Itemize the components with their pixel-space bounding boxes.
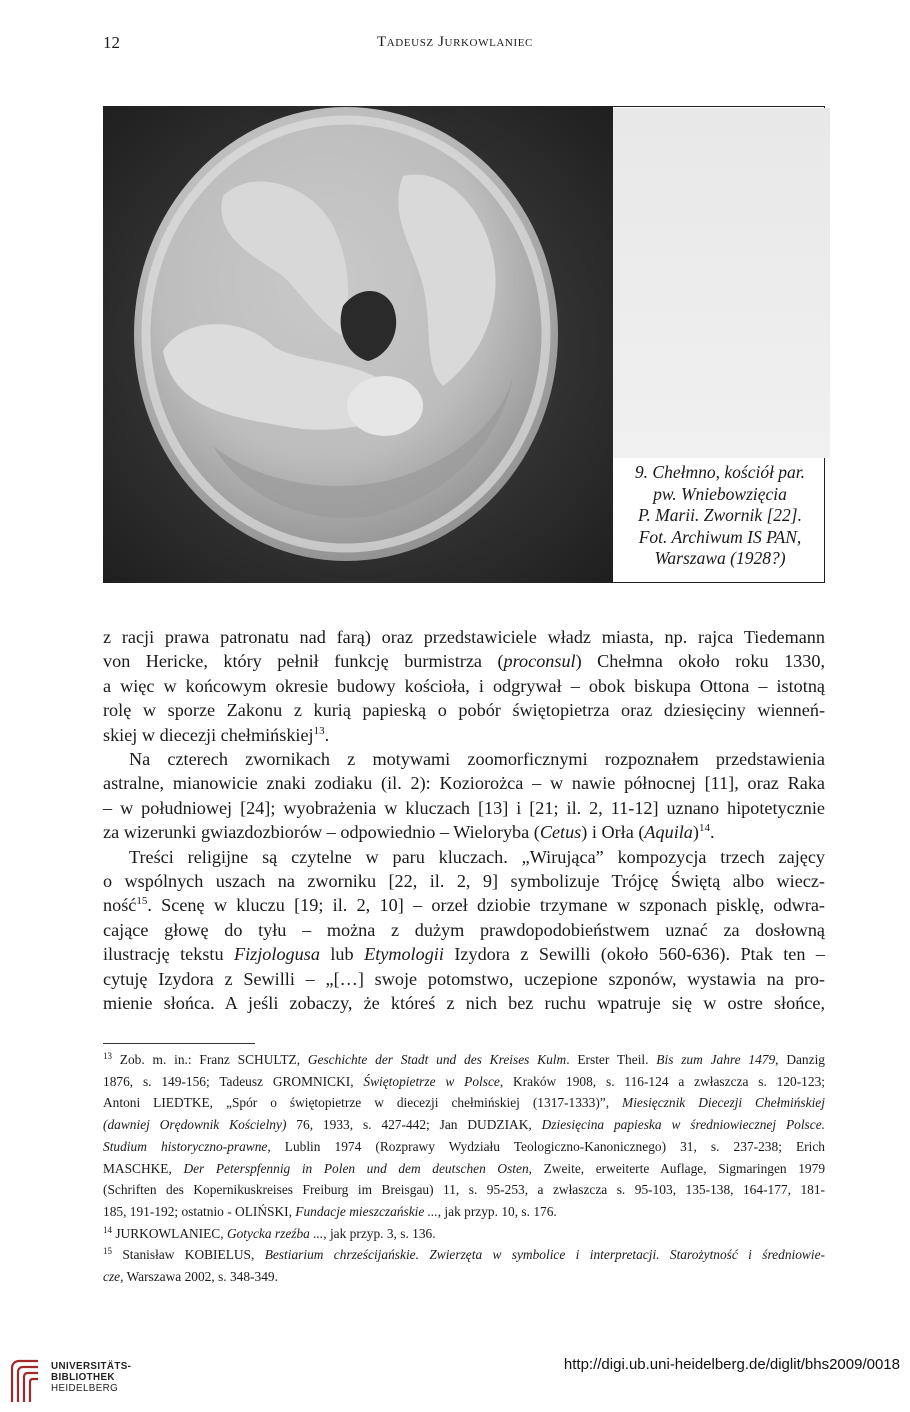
body-text bbox=[103, 625, 825, 1016]
paragraph bbox=[103, 747, 825, 845]
running-head: Tadeusz Jurkowlaniec bbox=[376, 34, 533, 50]
library-logo-icon bbox=[8, 1358, 42, 1404]
text-line: z racji prawa patronatu nad farą) oraz przedstawiciele władz miasta, np. rajca Tiedemann bbox=[103, 627, 825, 647]
footnote-line: (dawniej Orędownik Kościelny) 76, 1933, s. 427-442; Jan DUDZIAK, Dziesięcina papieska w średniowiecznej Polsce. bbox=[103, 1117, 825, 1133]
caption-line: P. Marii. Zwornik [22]. bbox=[637, 505, 802, 525]
text-line: cytuję Izydora z Sewilli – „[…] swoje potomstwo, uczepione szponów, wystawia na pro- bbox=[103, 968, 825, 989]
text-line: – w południowej [24]; wyobrażenia w kluczach [13] i [21; il. 2, 11-12] uznano hipotetycznie bbox=[103, 797, 825, 818]
text-line: astralne, mianowicie znaki zodiaku (il. 2): Koziorożca – w nawie północnej [11], oraz Raka bbox=[103, 773, 825, 794]
footnote-line: MASCHKE, Der Peterspfennig in Polen und dem deutschen Osten, Zweite, erweiterte Auflage, Sigmaringen 1979 bbox=[103, 1160, 826, 1176]
footnote-line: 185, 191-192; ostatnio - OLIŃSKI, Fundacje mieszczańskie ..., jak przyp. 10, s. 176. bbox=[103, 1203, 557, 1219]
footnote-ref[interactable]: 15 bbox=[136, 895, 148, 908]
text-line: za wizerunki gwiazdozbiorów – odpowiednio – Wieloryba (Cetus) i Orła (Aquila)$^{14}$. bbox=[103, 822, 715, 843]
page-number: 12 bbox=[103, 33, 120, 52]
figure-caption bbox=[615, 462, 825, 570]
text-line: skiej w diecezji chełmińskiej$^{13}$. bbox=[103, 724, 330, 745]
text-line: Na czterech zwornikach z motywami zoomorficznymi rozpoznałem przedstawienia bbox=[129, 749, 825, 770]
footnote-ref[interactable]: 14 bbox=[698, 822, 710, 835]
footnote-line: $^{13}$ Zob. m. in.: Franz SCHULTZ, Geschichte der Stadt und des Kreises Kulm. Erster Theil. Bis zum Jahre 1479, Danzig bbox=[103, 1051, 825, 1067]
caption-line: Warszawa (1928?) bbox=[654, 548, 786, 568]
text-line: mienie słońca. A jeśli zobaczy, że któreś z nich bez ruchu wpatruje się w ostre słońce, bbox=[103, 993, 825, 1014]
footnote-line: cze, Warszawa 2002, s. 348-349. bbox=[103, 1269, 278, 1285]
text-line: ilustrację tekstu Fizjologusa lub Etymologii Izydora z Sewilli (około 560-636). Ptak ten – bbox=[103, 944, 825, 965]
text-line: von Hericke, który pełnił funkcję burmistrza (proconsul) Chełmna około roku 1330, bbox=[103, 651, 825, 672]
keystone-photo bbox=[103, 106, 613, 583]
library-name: UNIVERSITÄTS- BIBLIOTHEK HEIDELBERG bbox=[51, 1361, 132, 1394]
text-line: o wspólnych uszach na zworniku [22, il. 2, 9] symbolizuje Trójcę Świętą albo wiecz- bbox=[103, 871, 825, 892]
hare-head-center bbox=[347, 376, 423, 436]
footnote-divider bbox=[103, 1043, 255, 1044]
footnote-line: Studium historyczno-prawne, Lublin 1974 (Rozprawy Wydziału Teologiczno-Kanonicznego) 31, s. 237-238; Erich bbox=[103, 1138, 825, 1154]
source-url[interactable]: http://digi.ub.uni-heidelberg.de/diglit/bhs2009/0018 bbox=[563, 1356, 900, 1373]
text-line: Treści religijne są czytelne w paru kluczach. „Wirująca” kompozycja trzech zajęcy bbox=[129, 846, 825, 867]
caption-line: Fot. Archiwum IS PAN, bbox=[638, 526, 802, 547]
paragraph bbox=[103, 625, 825, 747]
footnote-line: Antoni LIEDTKE, „Spór o świętopietrze w diecezji chełmińskiej (1317-1333)”, Miesięcznik Diecezji Chełmińskiej bbox=[103, 1095, 825, 1111]
text-line: a więc w końcowym okresie budowy kościoła, i odgrywał – obok biskupa Ottona – istotną bbox=[103, 675, 825, 696]
footnote-line: $^{15}$ Stanisław KOBIELUS, Bestiarium chrześcijańskie. Zwierzęta w symbolice i interpretacji. Starożytność i średniowie- bbox=[103, 1246, 825, 1263]
text-line: ność$^{15}$. Scenę w kluczu [19; il. 2, 10] – orzeł dziobie trzymane w szponach pisklę, odwra- bbox=[103, 895, 825, 916]
text-line: cające głowę do tyłu – można z dużym prawdopodobieństwem uznać za dosłowną bbox=[103, 919, 825, 940]
footnote-line: 1876, s. 149-156; Tadeusz GROMNICKI, Świętopietrze w Polsce, Kraków 1908, s. 116-124 a zwłaszcza s. 120-123; bbox=[103, 1073, 825, 1089]
text-line: rolę w sporze Zakonu z kurią papieską o pobór świętopietrza oraz dziesięciny wienneń- bbox=[103, 700, 825, 721]
footnote-line: (Schriften des Kopernikuskreises Freiburg im Breisgau) 11, s. 95-253, a zwłaszcza s. 95-103, 135-138, 164-177, 181- bbox=[103, 1182, 825, 1198]
paragraph bbox=[103, 845, 825, 1016]
footnotes bbox=[103, 1049, 825, 1288]
footnote-line: $^{14}$ JURKOWLANIEC, Gotycka rzeźba ..., jak przyp. 3, s. 136. bbox=[103, 1224, 436, 1241]
caption-line: 9. Chełmno, kościół par. bbox=[634, 462, 806, 482]
caption-line: pw. Wniebowzięcia bbox=[653, 483, 787, 504]
footnote-ref[interactable]: 13 bbox=[313, 724, 325, 737]
